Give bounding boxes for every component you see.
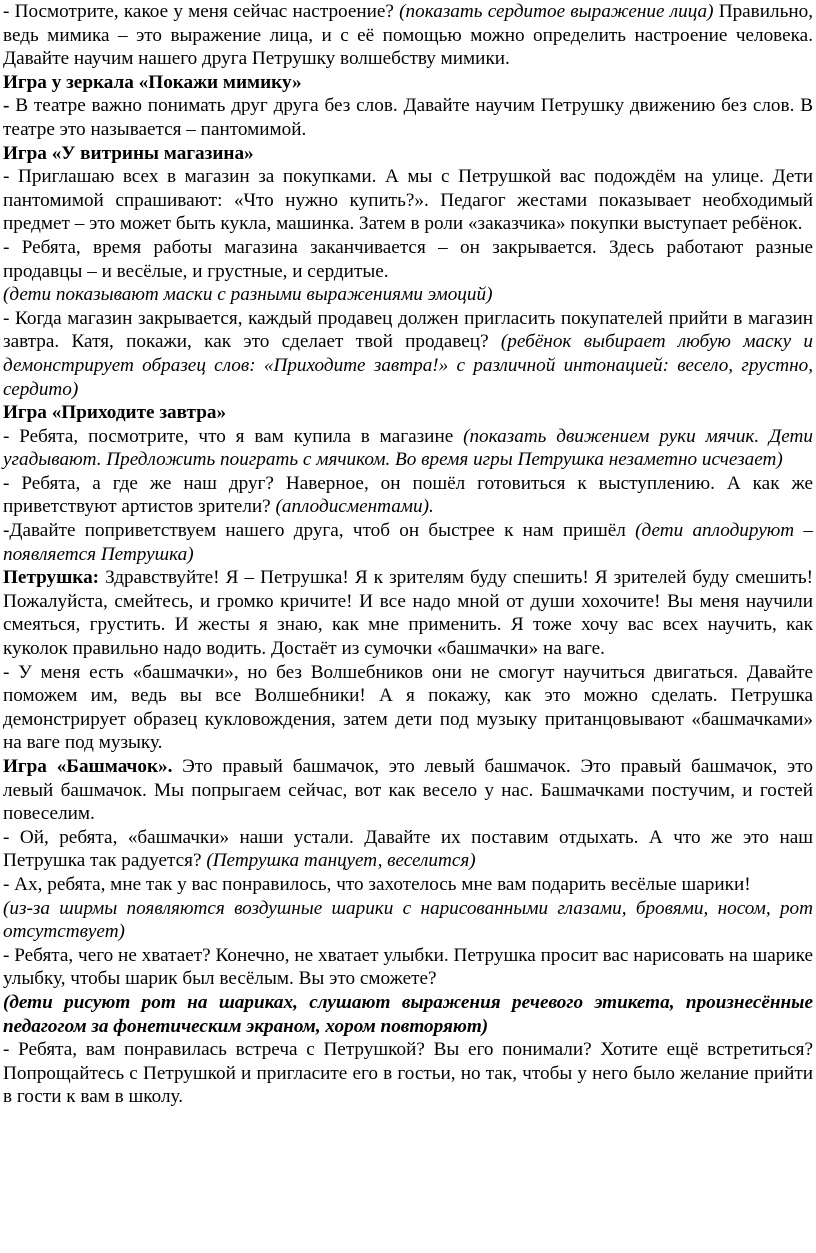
paragraph [3, 566, 813, 660]
game-title: Игра «Башмачок». [3, 756, 173, 777]
paragraph: - Ребята, время работы магазина заканчивается – он закрывается. Здесь работают разные продавцы – и весёлые, и грустные, и сердитые. [3, 236, 813, 282]
paragraph [3, 425, 813, 472]
paragraph: - Ребята, вам понравилась встреча с Петрушкой? Вы его понимали? Хотите ещё встретиться? Попрощайтесь с Петрушкой и пригласите его в гостьи, но так, чтобы у него было желание прийти в гости к вам в школу. [3, 1039, 813, 1108]
stage-direction: (дети показывают маски с разными выражениями эмоций) [3, 284, 493, 306]
dash: - [3, 95, 16, 117]
text: - Когда магазин закрывается, каждый продавец должен пригласить покупателей прийти в магазин завтра. Катя, покажи, как это сделает твой продавец? [3, 307, 813, 353]
text: - Ребята, посмотрите, что я вам купила в магазине [3, 425, 464, 447]
stage-direction: (ребёнок выбирает любую маску и демонстрирует образец слов: «Приходите завтра!» с различной интонацией: весело, грустно, сердито) [3, 331, 813, 400]
paragraph: - Ребята, чего не хватает? Конечно, не хватает улыбки. Петрушка просит вас нарисовать на шарике улыбку, чтобы шарик был весёлым. Вы это сможете? [3, 944, 813, 990]
paragraph [3, 755, 813, 826]
paragraph [3, 94, 813, 141]
paragraph [3, 472, 813, 519]
text: - Посмотрите, какое у меня сейчас настроение? [3, 1, 400, 22]
text: Здравствуйте! Я – Петрушка! Я к зрителям буду спешить! Я зрителей буду смешить! Пожалуйста, смейтесь, и громко кричите! И все надо мной от души хохочите! Вы меня научили смеяться, грустить. И жесты я знаю, как мне применить. Я тоже хочу вас всех научить, как куколок правильно надо водить. Достаёт из сумочки «башмачки» на ваге. [3, 567, 813, 660]
section-heading: Игра у зеркала «Покажи мимику» [3, 71, 302, 93]
paragraph [3, 826, 813, 873]
paragraph: - У меня есть «башмачки», но без Волшебников они не смогут научиться двигаться. Давайте поможем им, ведь вы все Волшебники! А я покажу, как это можно сделать. Петрушка демонстрирует образец кукловождения, затем дети под музыку пританцовывают «башмачками» на ваге под музыку. [3, 661, 813, 754]
section-heading: Игра «У витрины магазина» [3, 142, 254, 164]
text: Это правый башмачок, это левый башмачок. Это правый башмачок, это левый башмачок. Мы попрыгаем сейчас, вот как весело у нас. Башмачками постучим, и гостей повеселим. [3, 756, 813, 825]
paragraph [3, 519, 813, 566]
stage-direction: (показать сердитое выражение лица) [399, 1, 714, 22]
text: -Давайте поприветствуем нашего друга, чтоб он быстрее к нам пришёл [3, 520, 636, 542]
text: В театре важно понимать друг друга без слов. Давайте научим Петрушку движению без слов. В театре это называется – пантомимой. [3, 95, 813, 140]
paragraph [3, 0, 813, 71]
section-heading: Игра «Приходите завтра» [3, 402, 227, 424]
paragraph [3, 307, 813, 401]
stage-direction: (показать движением руки мячик. Дети угадывают. Предложить поиграть с мячиком. Во время игры Петрушка незаметно исчезает) [3, 425, 813, 471]
paragraph: - Приглашаю всех в магазин за покупками. А мы с Петрушкой вас подождём на улице. Дети пантомимой спрашивают: «Что нужно купить?». Педагог жестами показывает необходимый предмет – это может быть кукла, машинка. Затем в роли «заказчика» покупки выступает ребёнок. [3, 166, 813, 235]
text: Правильно, ведь мимика – это выражение лица, и с её помощью можно определить настроение человека. Давайте научим нашего друга Петрушку волшебству мимики. [3, 1, 813, 70]
text: - Ребята, а где же наш друг? Наверное, он пошёл готовиться к выступлению. А как же приветствуют артистов зрители? [3, 472, 813, 518]
stage-direction: (из-за ширмы появляются воздушные шарики с нарисованными глазами, бровями, носом, рот отсутствует) [3, 897, 813, 943]
text: - Ой, ребята, «башмачки» наши устали. Давайте их поставим отдыхать. А что же это наш Петрушка так радуется? [3, 826, 813, 872]
paragraph: - Ах, ребята, мне так у вас понравилось, что захотелось мне вам подарить весёлые шарики! [3, 873, 751, 895]
stage-direction-bold: (дети рисуют рот на шариках, слушают выражения речевого этикета, произнесённые педагогом за фонетическим экраном, хором повторяют) [3, 991, 813, 1037]
stage-direction: (дети аплодируют – появляется Петрушка) [3, 520, 813, 565]
stage-direction: (аплодисментами). [275, 496, 434, 518]
speaker-label: Петрушка: [3, 567, 100, 589]
stage-direction: (Петрушка танцует, веселится) [206, 850, 476, 872]
